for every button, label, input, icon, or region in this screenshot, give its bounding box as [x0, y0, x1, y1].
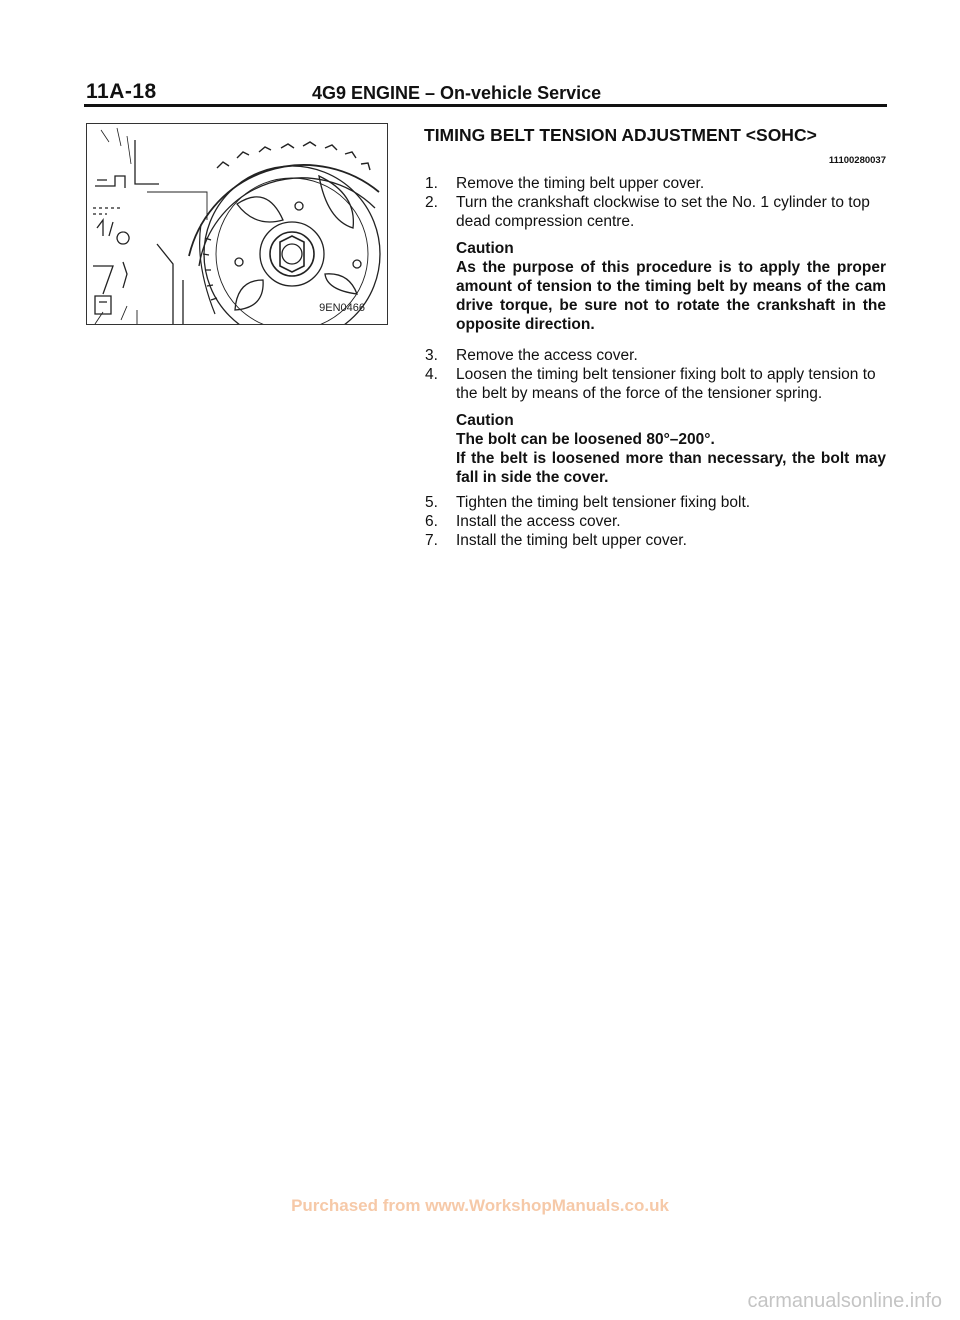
caution-line: If the belt is loosened more than necessary, the bolt may fall in side the cover.	[456, 450, 886, 486]
spacer	[424, 334, 886, 346]
caution-heading: Caution	[456, 240, 514, 257]
caution-heading: Caution	[456, 412, 514, 429]
watermark: carmanualsonline.info	[747, 1290, 942, 1312]
step-text: Tighten the timing belt tensioner fixing bolt.	[456, 494, 751, 511]
step-number: 2.	[425, 194, 438, 211]
step-number: 6.	[425, 513, 438, 530]
step-2	[424, 193, 886, 231]
content	[424, 126, 886, 550]
figure	[86, 123, 388, 325]
step-number: 7.	[425, 532, 438, 549]
step-6	[424, 512, 886, 531]
section-title: 4G9 ENGINE – On-vehicle Service	[312, 83, 602, 103]
step-number: 1.	[425, 175, 438, 192]
step-text: Install the timing belt upper cover.	[456, 532, 687, 549]
purchased-from-link[interactable]: Purchased from www.WorkshopManuals.co.uk	[291, 1196, 669, 1215]
step-number: 4.	[425, 366, 438, 383]
caution-text: As the purpose of this procedure is to apply the proper amount of tension to the timing belt by means of the cam drive torque, be sure not to rotate the crankshaft in the opposite direction.	[456, 259, 886, 333]
step-text: Remove the access cover.	[456, 347, 638, 364]
step-number: 3.	[425, 347, 438, 364]
step-7	[424, 531, 886, 550]
page-number: 11A-18	[86, 80, 157, 103]
cam-sprocket-illustration-icon	[87, 124, 387, 324]
step-number: 5.	[425, 494, 438, 511]
step-3	[424, 346, 886, 365]
step-4	[424, 365, 886, 403]
document-code: 11100280037	[828, 155, 886, 166]
step-text: Install the access cover.	[456, 513, 621, 530]
caution-line: The bolt can be loosened 80°–200°.	[456, 431, 715, 448]
header-rule	[84, 104, 887, 107]
procedure-title: TIMING BELT TENSION ADJUSTMENT <SOHC>	[424, 125, 817, 145]
step-text: Loosen the timing belt tensioner fixing bolt to apply tension to the belt by means of the force of the tensioner spring.	[456, 366, 876, 402]
step-1	[424, 174, 886, 193]
figure-code: 9EN0466	[319, 302, 365, 314]
caution-block-2	[456, 411, 886, 487]
step-text: Remove the timing belt upper cover.	[456, 175, 705, 192]
caution-block-1	[456, 239, 886, 334]
step-5	[424, 493, 886, 512]
step-text: Turn the crankshaft clockwise to set the No. 1 cylinder to top dead compression centre.	[456, 194, 870, 230]
